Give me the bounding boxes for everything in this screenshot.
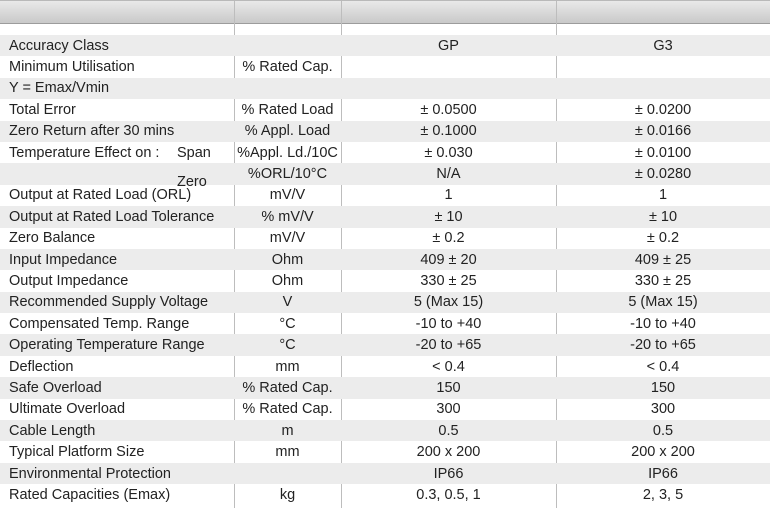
unit-cell: V	[282, 294, 293, 311]
param-sublabel: Zero	[177, 174, 207, 191]
g3-cell: -20 to +65	[630, 337, 696, 354]
gp-cell: ± 10	[434, 208, 463, 225]
g3-cell: ± 0.0166	[634, 123, 692, 140]
param-cell	[0, 102, 234, 118]
table-row	[0, 142, 770, 163]
param-label: Compensated Temp. Range	[9, 315, 190, 332]
param-cell	[0, 123, 234, 139]
g3-cell: G3	[653, 37, 673, 54]
g3-cell: 409 ± 25	[634, 251, 692, 268]
g3-cell: 150	[650, 379, 676, 396]
table-row	[0, 185, 770, 206]
unit-cell: mm	[275, 444, 300, 461]
param-label: Ultimate Overload	[9, 401, 126, 418]
gp-cell: N/A	[436, 166, 461, 183]
unit-cell: % mV/V	[261, 208, 314, 225]
unit-cell: mm	[275, 358, 300, 375]
table-row	[0, 399, 770, 420]
param-cell	[0, 294, 234, 310]
unit-cell: %Appl. Ld./10C	[237, 144, 338, 161]
gp-cell: ± 0.2	[432, 230, 465, 247]
table-row	[0, 78, 770, 99]
param-label: Total Error	[9, 101, 76, 118]
gp-cell: IP66	[433, 465, 464, 482]
param-cell	[0, 145, 234, 161]
g3-cell: ± 0.0200	[634, 101, 692, 118]
param-label: Minimum Utilisation	[9, 59, 135, 76]
param-cell	[0, 80, 234, 96]
table-row	[0, 99, 770, 120]
param-label: Y = Emax/Vmin	[9, 80, 110, 97]
table-row	[0, 463, 770, 484]
gp-cell: -20 to +65	[415, 337, 482, 354]
param-cell	[0, 38, 234, 54]
unit-cell: % Appl. Load	[244, 123, 331, 140]
table-row	[0, 121, 770, 142]
table-row	[0, 334, 770, 355]
param-label: Output Impedance	[9, 272, 129, 289]
param-label: Safe Overload	[9, 379, 102, 396]
param-label: Output at Rated Load Tolerance	[9, 208, 215, 225]
g3-cell: -10 to +40	[630, 315, 696, 332]
unit-cell: mV/V	[269, 187, 306, 204]
param-sublabel: Span	[177, 144, 211, 161]
param-cell	[0, 337, 234, 353]
table-row	[0, 292, 770, 313]
g3-cell: 300	[650, 401, 676, 418]
param-cell	[0, 273, 234, 289]
g3-cell: ± 0.2	[646, 230, 680, 247]
g3-cell: 200 x 200	[631, 444, 695, 461]
table-row	[0, 420, 770, 441]
param-label: Zero Balance	[9, 230, 96, 247]
param-label: Temperature Effect on :	[9, 144, 160, 161]
param-label: Output at Rated Load (ORL)	[9, 187, 192, 204]
param-cell	[0, 187, 234, 203]
table-header	[0, 1, 770, 24]
unit-cell: Ohm	[271, 272, 304, 289]
gp-cell: 409 ± 20	[420, 251, 477, 268]
table-body	[0, 35, 770, 506]
table-row	[0, 56, 770, 77]
param-cell	[0, 487, 234, 503]
unit-cell: % Rated Load	[241, 101, 334, 118]
unit-cell: kg	[279, 486, 296, 503]
unit-cell: °C	[279, 337, 296, 354]
gp-cell: 330 ± 25	[420, 272, 477, 289]
unit-cell: % Rated Cap.	[242, 379, 333, 396]
table-row	[0, 356, 770, 377]
g3-cell: ± 0.0280	[634, 166, 692, 183]
gp-cell: 150	[436, 379, 461, 396]
g3-cell: IP66	[648, 465, 678, 482]
param-label: Environmental Protection	[9, 465, 171, 482]
gp-cell: ± 0.0500	[420, 101, 477, 118]
gp-cell: 300	[436, 401, 461, 418]
unit-cell: % Rated Cap.	[242, 59, 333, 76]
gp-cell: ± 0.030	[424, 144, 473, 161]
param-cell	[0, 380, 234, 396]
unit-cell: °C	[279, 315, 296, 332]
unit-cell: Ohm	[271, 251, 304, 268]
unit-cell: m	[281, 422, 294, 439]
table-row	[0, 206, 770, 227]
g3-cell: 2, 3, 5	[642, 486, 684, 503]
gp-cell: < 0.4	[432, 358, 465, 375]
param-cell	[0, 359, 234, 375]
param-cell	[0, 316, 234, 332]
table-row	[0, 441, 770, 462]
table-row	[0, 377, 770, 398]
gp-cell: 1	[444, 187, 453, 204]
gp-cell: 200 x 200	[416, 444, 481, 461]
param-cell	[0, 59, 234, 75]
g3-cell: 330 ± 25	[634, 272, 692, 289]
g3-cell: ± 10	[648, 208, 678, 225]
param-cell	[0, 401, 234, 417]
gp-cell: -10 to +40	[415, 315, 482, 332]
g3-cell: 5 (Max 15)	[628, 294, 698, 311]
unit-cell: % Rated Cap.	[242, 401, 333, 418]
param-label: Operating Temperature Range	[9, 337, 205, 354]
gp-cell: 5 (Max 15)	[413, 294, 484, 311]
gp-cell: ± 0.1000	[420, 123, 477, 140]
unit-cell: %ORL/10°C	[247, 166, 328, 183]
table-row	[0, 484, 770, 505]
param-cell	[0, 209, 234, 225]
param-label: Deflection	[9, 358, 74, 375]
param-label: Typical Platform Size	[9, 444, 145, 461]
table-row	[0, 313, 770, 334]
g3-cell: 0.5	[652, 422, 674, 439]
param-label: Accuracy Class	[9, 37, 109, 54]
param-label: Cable Length	[9, 422, 96, 439]
param-cell	[0, 444, 234, 460]
param-cell	[0, 252, 234, 268]
g3-cell: 1	[658, 187, 668, 204]
param-cell	[0, 423, 234, 439]
param-label: Input Impedance	[9, 251, 118, 268]
gp-cell: 0.5	[438, 422, 459, 439]
param-cell	[0, 230, 234, 246]
table-row	[0, 228, 770, 249]
unit-cell: mV/V	[269, 230, 306, 247]
param-label: Zero Return after 30 mins	[9, 123, 175, 140]
g3-cell: ± 0.0100	[634, 144, 692, 161]
table-row	[0, 35, 770, 56]
param-label: Recommended Supply Voltage	[9, 294, 209, 311]
gp-cell: 0.3, 0.5, 1	[416, 486, 481, 503]
table-row	[0, 163, 770, 191]
table-row	[0, 270, 770, 291]
param-label: Rated Capacities (Emax)	[9, 486, 171, 503]
gp-cell: GP	[438, 37, 459, 54]
param-cell	[0, 466, 234, 482]
table-row	[0, 249, 770, 270]
g3-cell: < 0.4	[646, 358, 680, 375]
